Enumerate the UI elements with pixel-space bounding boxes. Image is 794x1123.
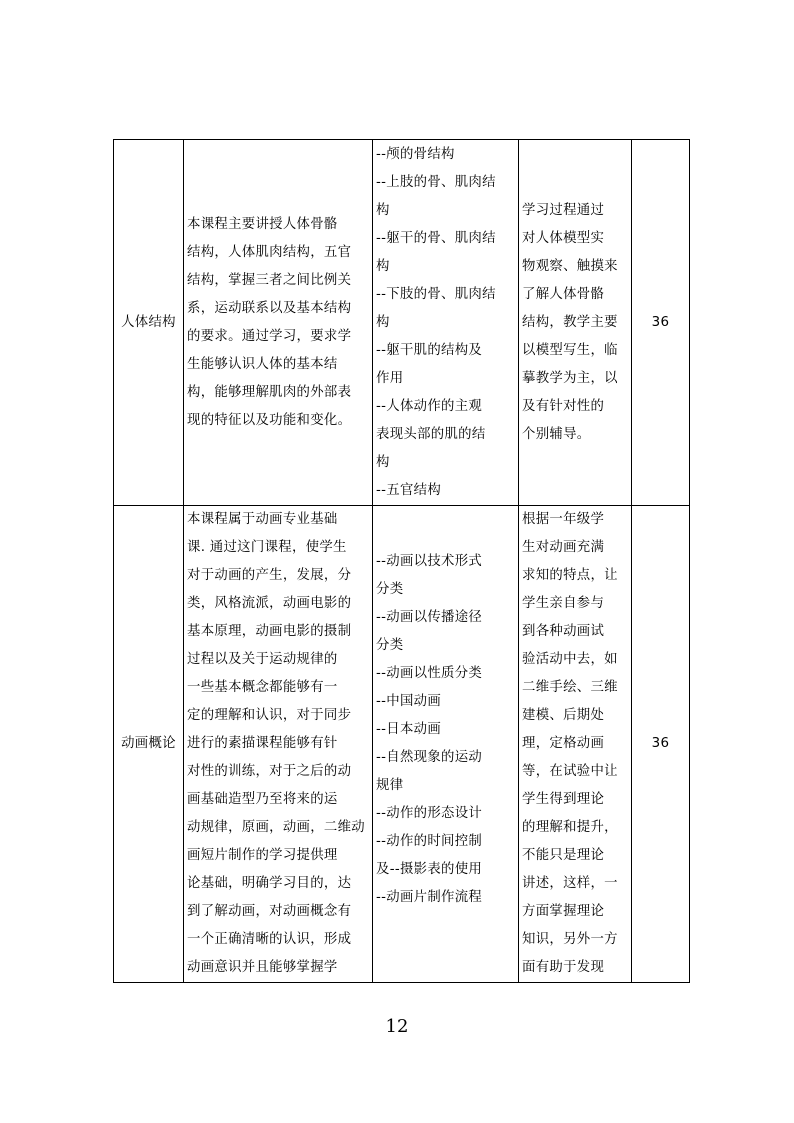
cell-text-line: --五官结构: [376, 482, 442, 498]
course-hours-cell: 36: [632, 506, 690, 983]
cell-text-line: 定的理解和认识，对于同步: [187, 708, 352, 723]
cell-text-line: 构: [376, 314, 390, 330]
cell-text-line: 本课程属于动画专业基础: [187, 512, 338, 527]
cell-text-line: 的要求。通过学习，要求学: [187, 328, 352, 344]
course-table: [113, 139, 690, 983]
cell-text-line: 分类: [376, 638, 404, 653]
cell-text-line: 物观察、触摸来: [522, 258, 618, 274]
cell-text-line: 进行的素描课程能够有针: [187, 736, 338, 751]
cell-text-line: 了解人体骨骼: [522, 286, 605, 302]
cell-text-line: 分类: [376, 582, 404, 597]
cell-text-line: 构，能够理解肌肉的外部表: [187, 384, 352, 400]
cell-text-line: 讲述，这样，一: [522, 876, 618, 891]
cell-text-line: 画短片制作的学习提供理: [187, 848, 338, 863]
cell-text-line: 一些基本概念都能够有一: [187, 680, 338, 695]
cell-text-line: --上肢的骨、肌肉结: [376, 174, 496, 190]
cell-text-line: 学习过程通过: [522, 202, 605, 218]
cell-text-line: 对于动画的产生，发展，分: [187, 568, 352, 583]
cell-text-line: 建模、后期处: [522, 708, 605, 723]
cell-text-line: 及有针对性的: [522, 398, 605, 414]
cell-text-line: 学生亲自参与: [522, 596, 605, 611]
cell-text-line: 构: [376, 202, 390, 218]
cell-text-line: 不能只是理论: [522, 848, 605, 863]
cell-text-line: 个别辅导。: [522, 426, 591, 442]
teaching-method-cell: [519, 140, 632, 506]
cell-text-line: 根据一年级学: [522, 512, 605, 527]
cell-text-line: 等，在试验中让: [522, 764, 618, 779]
course-name-cell: 人体结构: [114, 140, 184, 506]
cell-text-line: 到了解动画，对动画概念有: [187, 904, 352, 919]
cell-text-line: 规律: [376, 778, 404, 793]
cell-text-line: 过程以及关于运动规律的: [187, 652, 338, 667]
teaching-method-cell: [519, 506, 632, 983]
course-description-cell: [184, 140, 373, 506]
cell-text-line: 验活动中去，如: [522, 652, 618, 667]
course-content-cell: [373, 506, 519, 983]
cell-text-line: 动规律，原画，动画，二维动: [187, 820, 365, 835]
cell-text-line: 对性的训练，对于之后的动: [187, 764, 352, 779]
cell-text-line: --下肢的骨、肌肉结: [376, 286, 496, 302]
cell-text-line: 方面掌握理论: [522, 904, 605, 919]
cell-text-line: 以模型写生，临: [522, 342, 618, 358]
cell-text-line: 一个正确清晰的认识，形成: [187, 932, 352, 947]
table-row-animation-intro: [114, 506, 690, 983]
cell-text-line: 结构，教学主要: [522, 314, 618, 330]
cell-text-line: --动画以传播途径: [376, 610, 483, 625]
cell-text-line: 现的特征以及功能和变化。: [187, 412, 352, 428]
cell-text-line: 结构，人体肌肉结构，五官: [187, 244, 352, 260]
cell-text-line: 的理解和提升，: [522, 820, 618, 835]
cell-text-line: 理，定格动画: [522, 736, 605, 751]
course-content-cell: [373, 140, 519, 506]
cell-text-line: 论基础，明确学习目的，达: [187, 876, 352, 891]
cell-text-line: 求知的特点，让: [522, 568, 618, 583]
cell-text-line: 到各种动画试: [522, 624, 605, 639]
cell-text-line: 构: [376, 258, 390, 274]
cell-text-line: 类，风格流派，动画电影的: [187, 596, 352, 611]
cell-text-line: --动作的形态设计: [376, 806, 483, 821]
cell-text-line: 及--摄影表的使用: [376, 862, 483, 877]
cell-text-line: 面有助于发现: [522, 960, 605, 975]
cell-text-line: 二维手绘、三维: [522, 680, 618, 695]
cell-text-line: 摹教学为主，以: [522, 370, 618, 386]
cell-text-line: 生对动画充满: [522, 540, 605, 555]
page-number: 12: [385, 1016, 409, 1037]
cell-text-line: 构: [376, 454, 390, 470]
cell-text-line: 学生得到理论: [522, 792, 605, 807]
cell-text-line: 本课程主要讲授人体骨骼: [187, 216, 338, 232]
cell-text-line: --动画片制作流程: [376, 890, 483, 905]
cell-text-line: 生能够认识人体的基本结: [187, 356, 338, 372]
course-description-cell: [184, 506, 373, 983]
cell-text-line: 基本原理，动画电影的摄制: [187, 624, 352, 639]
cell-text-line: --躯干的骨、肌肉结: [376, 230, 496, 246]
course-name-cell: 动画概论: [114, 506, 184, 983]
cell-text-line: 知识，另外一方: [522, 932, 618, 947]
cell-text-line: 结构，掌握三者之间比例关: [187, 272, 352, 288]
cell-text-line: 课. 通过这门课程，使学生: [187, 540, 347, 555]
cell-text-line: --颅的骨结构: [376, 146, 455, 162]
table-row-human-anatomy: [114, 140, 690, 506]
cell-text-line: 动画意识并且能够掌握学: [187, 960, 338, 975]
cell-text-line: --人体动作的主观: [376, 398, 483, 414]
cell-text-line: --动画以性质分类: [376, 666, 483, 681]
cell-text-line: --动作的时间控制: [376, 834, 483, 849]
course-hours-cell: 36: [632, 140, 690, 506]
cell-text-line: 作用: [376, 370, 404, 386]
cell-text-line: 系，运动联系以及基本结构: [187, 300, 352, 316]
cell-text-line: 表现头部的肌的结: [376, 426, 486, 442]
cell-text-line: --中国动画: [376, 694, 442, 709]
cell-text-line: 对人体模型实: [522, 230, 605, 246]
cell-text-line: --躯干肌的结构及: [376, 342, 483, 358]
cell-text-line: --动画以技术形式: [376, 554, 483, 569]
cell-text-line: --日本动画: [376, 722, 442, 737]
cell-text-line: --自然现象的运动: [376, 750, 483, 765]
cell-text-line: 画基础造型乃至将来的运: [187, 792, 338, 807]
